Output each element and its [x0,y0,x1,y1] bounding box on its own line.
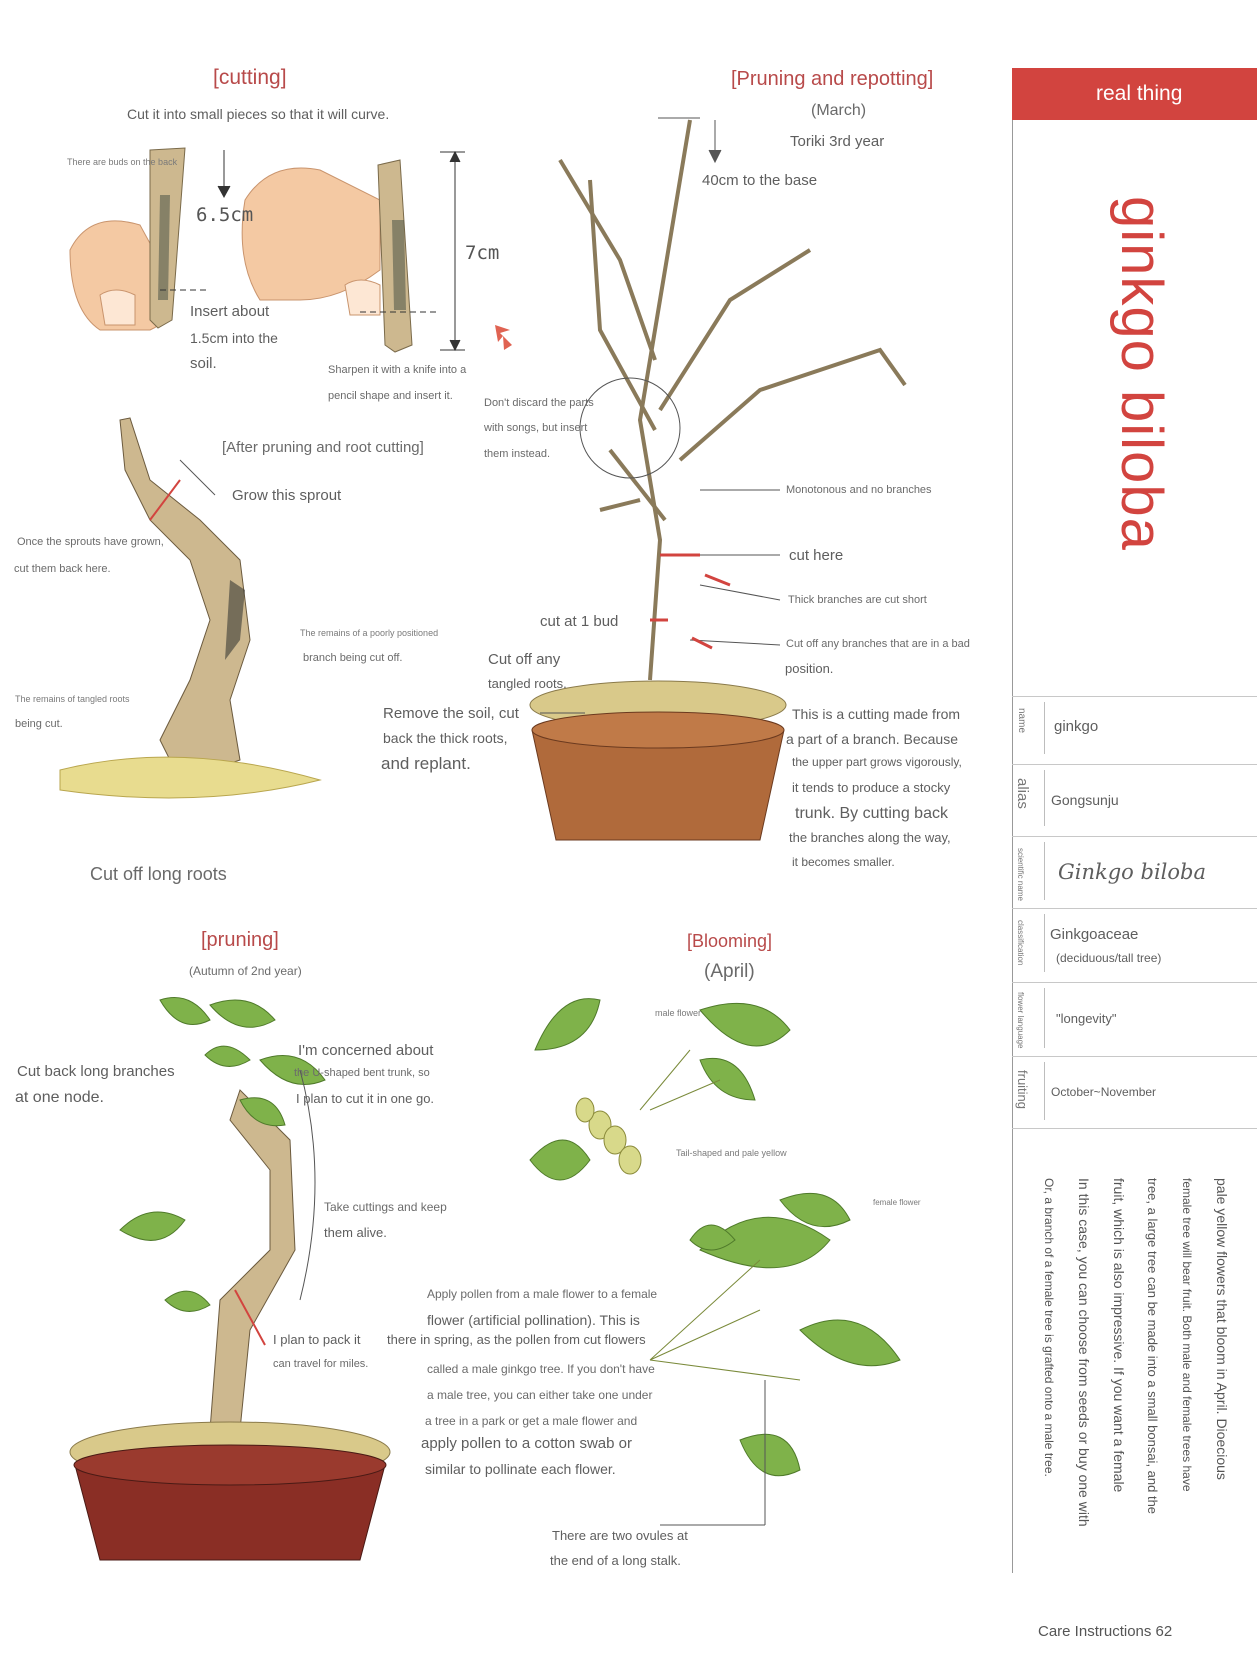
blooming-month: (April) [704,961,755,982]
pruning-title: [pruning] [201,929,279,951]
pollination-note-5: a male tree, you can either take one under [427,1388,653,1402]
cutting-explain-3: the upper part grows vigorously, [792,755,962,769]
page-footer: Care Instructions 62 [1038,1623,1173,1640]
row-value-name: ginkgo [1054,718,1099,735]
hand-illustration-right [242,168,380,315]
cut-long-note-2: at one node. [15,1089,104,1106]
cut-bud-note: cut at 1 bud [540,613,619,630]
bad-position-note-2: position. [785,661,834,676]
take-cuttings-note-1: Take cuttings and keep [324,1200,447,1214]
pack-note-1: I plan to pack it [273,1332,361,1347]
row-label-fruiting: fruiting [1015,1070,1030,1110]
description-line-2: female tree will bear fruit. Both male and female trees have [1180,1178,1194,1492]
cutting-stick-left [150,148,185,328]
cutting-explain-2: a part of a branch. Because [786,731,958,747]
row-separator [1044,702,1045,754]
discard-note-2: with songs, but insert [484,422,588,434]
cut-tangled-note-2: tangled roots. [488,676,567,691]
cut-tangled-note-1: Cut off any [488,651,561,668]
row-divider [1012,764,1257,765]
row-separator [1044,988,1045,1048]
species-title: ginkgo biloba [1109,196,1174,551]
row-divider [1012,836,1257,837]
remove-soil-note-3: and replant. [381,754,471,773]
repotting-pot [530,681,786,840]
row-separator [1044,770,1045,826]
sprouts-note-1: Once the sprouts have grown, [17,536,164,548]
description-line-3: tree, a large tree can be made into a small bonsai, and the [1145,1178,1160,1515]
row-separator [1044,842,1045,900]
remove-soil-note-1: Remove the soil, cut [383,705,519,722]
sprouts-note-2: cut them back here. [14,563,111,575]
cutting-stick-right [378,160,412,352]
red-arrow-icon [495,325,512,350]
cutting-explain-7: it becomes smaller. [792,855,895,869]
row-divider [1012,982,1257,983]
pollination-note-2: flower (artificial pollination). This is [427,1312,640,1328]
bad-position-note-1: Cut off any branches that are in a bad [786,638,970,650]
pack-note-2: can travel for miles. [273,1358,369,1370]
pruning-bonsai-illustration [70,998,390,1561]
description-line-4: fruit, which is also impressive. If you want a female [1111,1178,1127,1493]
cutting-explain-5: trunk. By cutting back [795,805,948,822]
concern-note-1: I'm concerned about [298,1042,434,1059]
cut-here-note: cut here [789,547,844,564]
sharpen-note-1: Sharpen it with a knife into a [328,364,467,376]
row-label-flower-language: flower language [1016,992,1025,1049]
tangled-roots-note-2: being cut. [15,718,63,730]
ovules-note-1: There are two ovules at [552,1528,688,1543]
cutting-explain-4: it tends to produce a stocky [792,780,951,795]
pollination-note-6: a tree in a park or get a male flower and [425,1414,638,1428]
row-divider [1012,908,1257,909]
pruning-when: (Autumn of 2nd year) [189,964,302,978]
remains-note-2: branch being cut off. [303,652,403,664]
row-value-alias: Gongsunju [1051,792,1119,808]
pollination-note-8: similar to pollinate each flower. [425,1461,616,1477]
pruned-trunk-illustration [60,418,320,798]
row-divider [1012,1128,1257,1129]
sharpen-note-2: pencil shape and insert it. [328,390,453,402]
row-value-classification-type: (deciduous/tall tree) [1056,951,1162,965]
row-label-scientific: scientific name [1016,848,1025,901]
take-cuttings-note-2: them alive. [324,1225,387,1240]
monotonous-note: Monotonous and no branches [786,484,932,496]
thick-branches-note: Thick branches are cut short [788,594,927,606]
row-value-fruiting: October~November [1051,1085,1157,1099]
tangled-roots-note-1: The remains of tangled roots [15,694,130,704]
length-label-1: 6.5cm [196,204,254,226]
remove-soil-note-2: back the thick roots, [383,730,508,746]
row-label-name: name [1016,708,1027,734]
row-value-scientific: Ginkgo biloba [1058,860,1206,884]
pollination-note-4: called a male ginkgo tree. If you don't have [427,1362,655,1376]
base-length-note: 40cm to the base [702,172,818,189]
row-separator [1044,914,1045,972]
repotting-year: Toriki 3rd year [790,133,885,150]
pollination-note-7: apply pollen to a cotton swab or [421,1435,632,1452]
male-flower-label: male flower [655,1008,702,1018]
row-divider [1012,696,1257,697]
description-line-5: In this case, you can choose from seeds or buy one with [1076,1178,1092,1527]
repotting-month: (March) [811,102,867,119]
after-pruning-title: [After pruning and root cutting] [222,439,424,456]
sidebar-header [1012,68,1257,120]
blooming-title: [Blooming] [687,931,773,951]
discard-note-3: them instead. [484,448,551,460]
row-separator [1044,1062,1045,1120]
cut-long-note-1: Cut back long branches [17,1063,175,1080]
cutting-subtitle: Cut it into small pieces so that it will curve. [127,106,390,122]
repotting-title: [Pruning and repotting] [731,68,934,90]
tail-shape-note: Tail-shaped and pale yellow [676,1148,787,1158]
long-roots-note: Cut off long roots [90,864,227,884]
row-value-flower-language: "longevity" [1056,1011,1117,1026]
pollination-note-3: there in spring, as the pollen from cut flowers [387,1332,646,1347]
female-flower-label: female flower [873,1198,921,1207]
row-label-classification: classification [1016,920,1025,966]
row-divider [1012,1056,1257,1057]
cutting-explain-1: This is a cutting made from [792,706,961,722]
remains-note-1: The remains of a poorly positioned [300,628,439,638]
grow-sprout-note: Grow this sprout [232,487,342,504]
insert-note-3: soil. [190,355,217,372]
buds-note: There are buds on the back [67,157,178,167]
description-line-1: pale yellow flowers that bloom in April. Dioecious [1214,1178,1230,1480]
insert-note-1: Insert about [190,303,270,320]
ovules-note-2: the end of a long stalk. [550,1553,681,1568]
pollination-note-1: Apply pollen from a male flower to a female [427,1287,658,1301]
description-line-6: Or, a branch of a female tree is grafted onto a male tree. [1042,1178,1056,1477]
concern-note-3: I plan to cut it in one go. [296,1091,435,1106]
cutting-title: [cutting] [213,66,287,89]
sidebar-header-label: real thing [1096,82,1183,105]
row-value-classification: Ginkgoaceae [1050,926,1139,943]
length-label-2: 7cm [465,242,500,264]
row-label-alias: alias [1014,778,1031,809]
concern-note-2: the U-shaped bent trunk, so [294,1067,430,1079]
cutting-explain-6: the branches along the way, [789,830,951,845]
discard-note-1: Don't discard the parts [484,397,594,409]
insert-note-2: 1.5cm into the [190,330,278,346]
